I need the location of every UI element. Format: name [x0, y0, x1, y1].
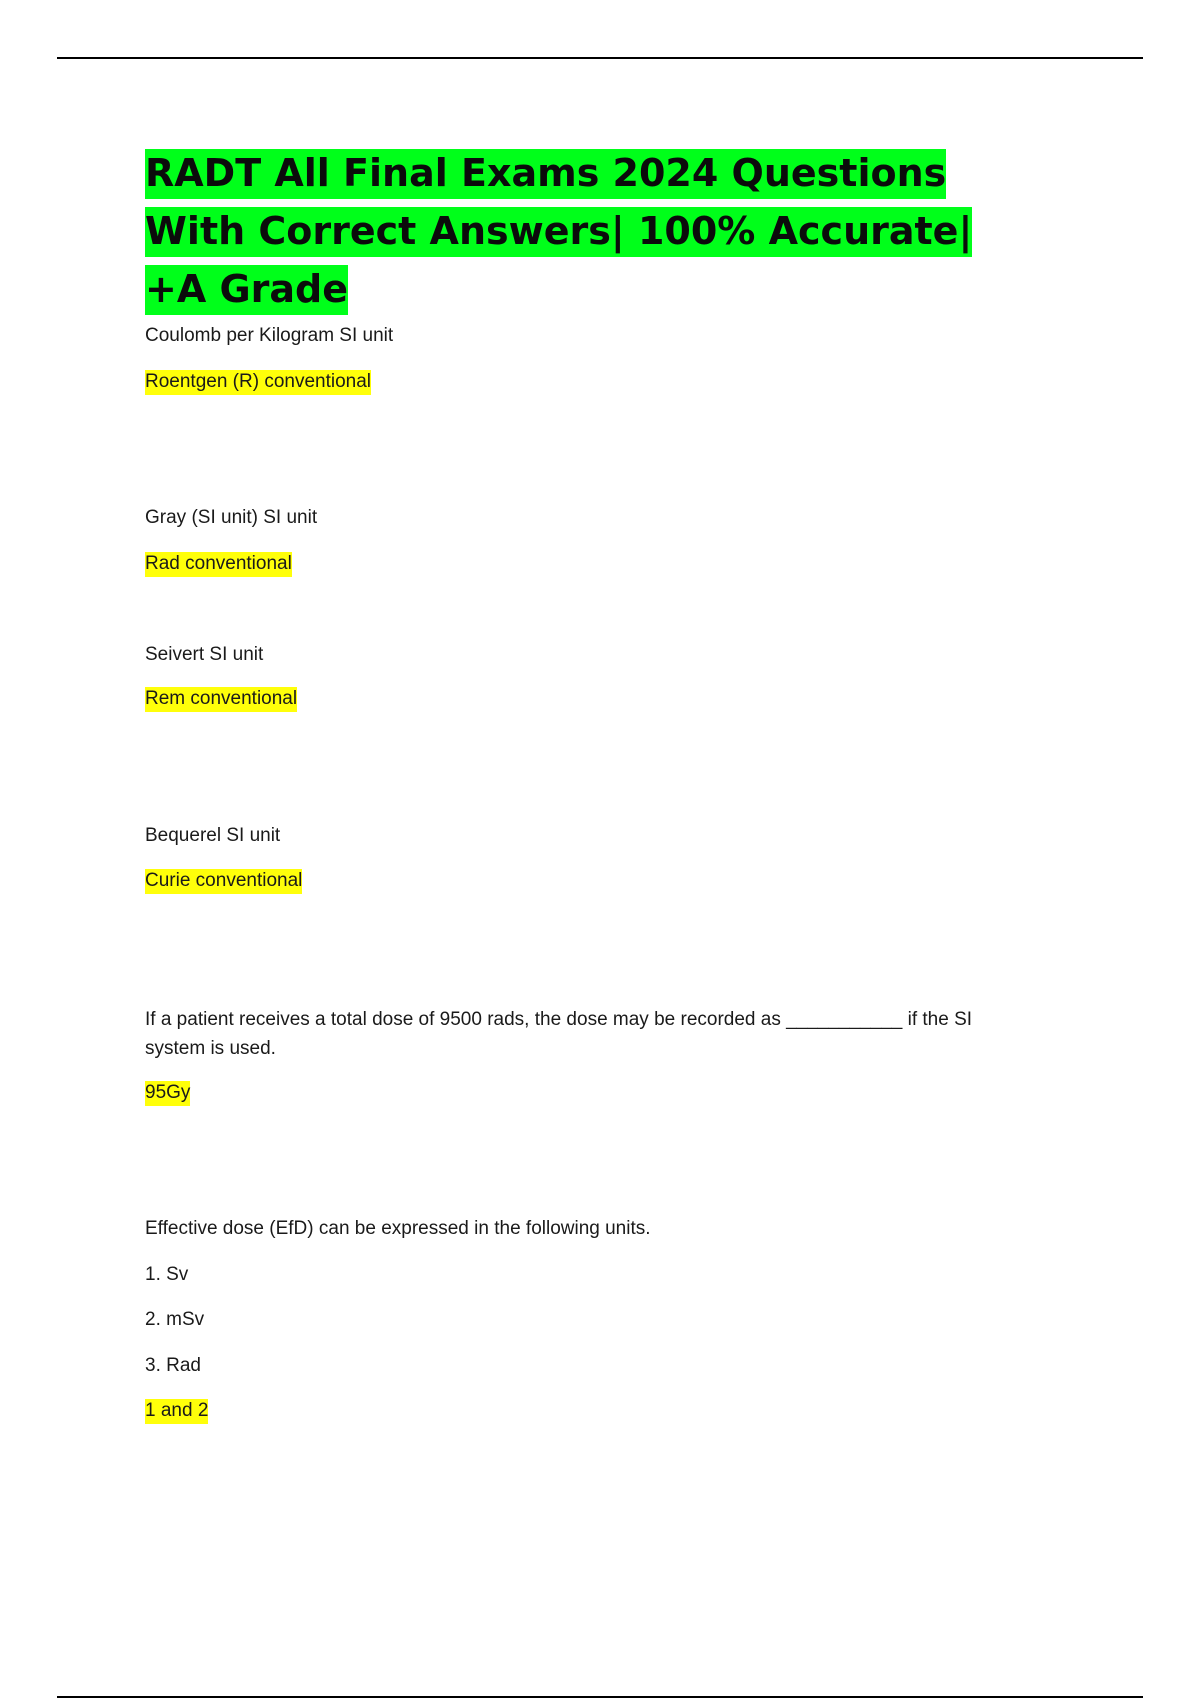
- document-title: [145, 144, 1005, 318]
- answer-highlight: Rad conventional: [145, 552, 292, 577]
- answer-4: [145, 868, 302, 894]
- answer-5: [145, 1080, 190, 1106]
- answer-2: [145, 551, 292, 577]
- question-3: Seivert SI unit: [145, 644, 264, 665]
- answer-highlight: Curie conventional: [145, 869, 302, 894]
- title-highlight: RADT All Final Exams 2024 Questions With Correct Answers| 100% Accurate| +A Grade: [145, 149, 972, 315]
- answer-highlight: 1 and 2: [145, 1399, 208, 1424]
- option-2: 2. mSv: [145, 1309, 205, 1330]
- bottom-rule: [57, 1696, 1143, 1698]
- answer-highlight: 95Gy: [145, 1081, 190, 1106]
- question-6: Effective dose (EfD) can be expressed in the following units.: [145, 1218, 651, 1239]
- answer-highlight: Roentgen (R) conventional: [145, 370, 371, 395]
- answer-6: [145, 1398, 208, 1424]
- option-1: 1. Sv: [145, 1264, 189, 1285]
- top-rule: [57, 57, 1143, 59]
- question-5: If a patient receives a total dose of 9500 rads, the dose may be recorded as ___________ if the SI system is used.: [145, 1009, 973, 1059]
- question-2: Gray (SI unit) SI unit: [145, 507, 318, 528]
- answer-3: [145, 686, 297, 712]
- answer-highlight: Rem conventional: [145, 687, 297, 712]
- question-4: Bequerel SI unit: [145, 825, 281, 846]
- question-1: Coulomb per Kilogram SI unit: [145, 325, 394, 346]
- option-3: 3. Rad: [145, 1355, 201, 1376]
- answer-1: [145, 369, 371, 395]
